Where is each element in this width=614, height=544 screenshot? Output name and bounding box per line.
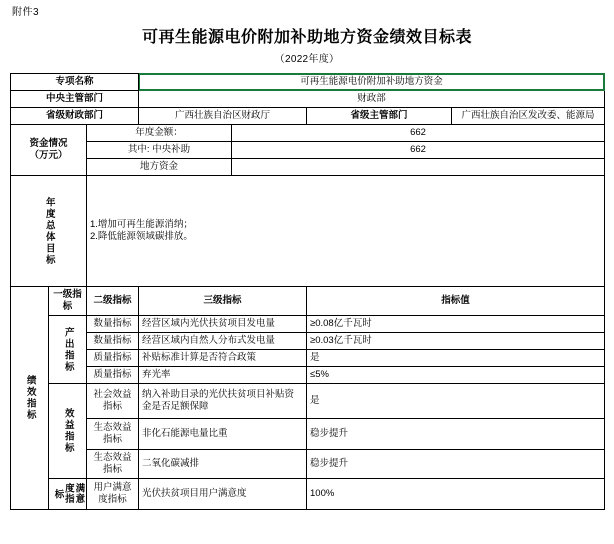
group-label-benefit-text: 效益指标 <box>62 407 74 454</box>
output-row-2-level3: 补贴标准计算是否符合政策 <box>139 350 307 367</box>
output-row-2-level2: 质量指标 <box>87 350 139 367</box>
benefit-row-2-value: 稳步提升 <box>307 450 605 479</box>
benefit-row-0-value: 是 <box>307 384 605 419</box>
table-row-annual-goal <box>11 176 605 287</box>
funds-row-value-1: 662 <box>232 142 605 159</box>
table-row-project-name <box>11 74 605 91</box>
performance-goal-table <box>10 73 605 510</box>
province-dept-value: 广西壮族自治区发改委、能源局 <box>452 108 605 125</box>
group-label-satisfaction <box>49 478 87 509</box>
funds-label-line2: （万元） <box>29 150 68 161</box>
central-dept-label: 中央主管部门 <box>11 91 139 108</box>
benefit-row-1-level3: 非化石能源电量比重 <box>139 419 307 450</box>
table-row-satisfaction-1 <box>11 478 605 509</box>
output-row-3-value: ≤5% <box>307 367 605 384</box>
funds-row-name-1: 其中: 中央补助 <box>87 142 232 159</box>
table-row-performance-header <box>11 287 605 316</box>
satisfaction-row-0-level2: 用户满意度指标 <box>87 478 139 509</box>
output-row-1-value: ≥0.03亿千瓦时 <box>307 333 605 350</box>
funds-label-line1: 资金情况 <box>29 138 68 150</box>
group-label-output-text: 产出指标 <box>62 326 74 373</box>
funds-row-name-0: 年度金额： <box>87 125 232 142</box>
performance-side-label <box>11 287 49 510</box>
table-row-funds-central <box>11 142 605 159</box>
province-finance-value: 广西壮族自治区财政厅 <box>139 108 307 125</box>
group-label-output <box>49 316 87 384</box>
benefit-row-1-value: 稳步提升 <box>307 419 605 450</box>
header-level2: 二级指标 <box>87 287 139 316</box>
annual-goal-line-2: 2.降低能源领域碳排放。 <box>90 231 193 242</box>
output-row-1-level3: 经营区域内自然人分布式发电量 <box>139 333 307 350</box>
annual-goal-label-text: 年度总体目标 <box>43 196 55 266</box>
attachment-label: 附件3 <box>12 7 40 18</box>
benefit-row-2-level2: 生态效益指标 <box>87 450 139 479</box>
table-row-central-dept <box>11 91 605 108</box>
province-finance-label: 省级财政部门 <box>11 108 139 125</box>
table-row-output-1 <box>11 316 605 333</box>
table-row-funds-annual <box>11 125 605 142</box>
output-row-3-level2: 质量指标 <box>87 367 139 384</box>
annual-goal-content <box>87 176 605 287</box>
table-row-output-4 <box>11 367 605 384</box>
satisfaction-row-0-value: 100% <box>307 478 605 509</box>
benefit-row-2-level3: 二氧化碳减排 <box>139 450 307 479</box>
province-dept-label: 省级主管部门 <box>307 108 452 125</box>
performance-side-label-text: 绩效指标 <box>24 374 36 421</box>
output-row-1-level2: 数量指标 <box>87 333 139 350</box>
funds-row-value-2 <box>232 159 605 176</box>
satisfaction-row-0-level3: 光伏扶贫项目用户满意度 <box>139 478 307 509</box>
output-row-0-value: ≥0.08亿千瓦时 <box>307 316 605 333</box>
table-row-benefit-3 <box>11 450 605 479</box>
annual-goal-line-1: 1.增加可再生能源消纳； <box>90 219 193 231</box>
funds-row-value-0: 662 <box>232 125 605 142</box>
benefit-row-0-level2: 社会效益指标 <box>87 384 139 419</box>
page-subtitle: （2022年度） <box>274 54 340 65</box>
table-row-benefit-2 <box>11 419 605 450</box>
project-name-value: 可再生能源电价附加补助地方资金 <box>139 74 605 91</box>
table-row-output-2 <box>11 333 605 350</box>
header-level1: 一级指标 <box>49 287 87 316</box>
output-row-3-level3: 弃光率 <box>139 367 307 384</box>
output-row-2-value: 是 <box>307 350 605 367</box>
header-value: 指标值 <box>307 287 605 316</box>
group-label-benefit <box>49 384 87 479</box>
table-row-benefit-1 <box>11 384 605 419</box>
benefit-row-0-level3: 纳入补助目录的光伏扶贫项目补贴资金是否足额保障 <box>139 384 307 419</box>
funds-row-name-2: 地方资金 <box>87 159 232 176</box>
table-row-output-3 <box>11 350 605 367</box>
annual-goal-label <box>11 176 87 287</box>
group-label-satisfaction-text: 满意度指标 <box>52 483 85 505</box>
table-row-funds-local <box>11 159 605 176</box>
project-name-label: 专项名称 <box>11 74 139 91</box>
table-row-province-dept <box>11 108 605 125</box>
header-level3: 三级指标 <box>139 287 307 316</box>
benefit-row-1-level2: 生态效益指标 <box>87 419 139 450</box>
central-dept-value: 财政部 <box>139 91 605 108</box>
output-row-0-level2: 数量指标 <box>87 316 139 333</box>
page-title: 可再生能源电价附加补助地方资金绩效目标表 <box>141 27 472 46</box>
funds-label <box>11 125 87 176</box>
output-row-0-level3: 经营区域内光伏扶贫项目发电量 <box>139 316 307 333</box>
